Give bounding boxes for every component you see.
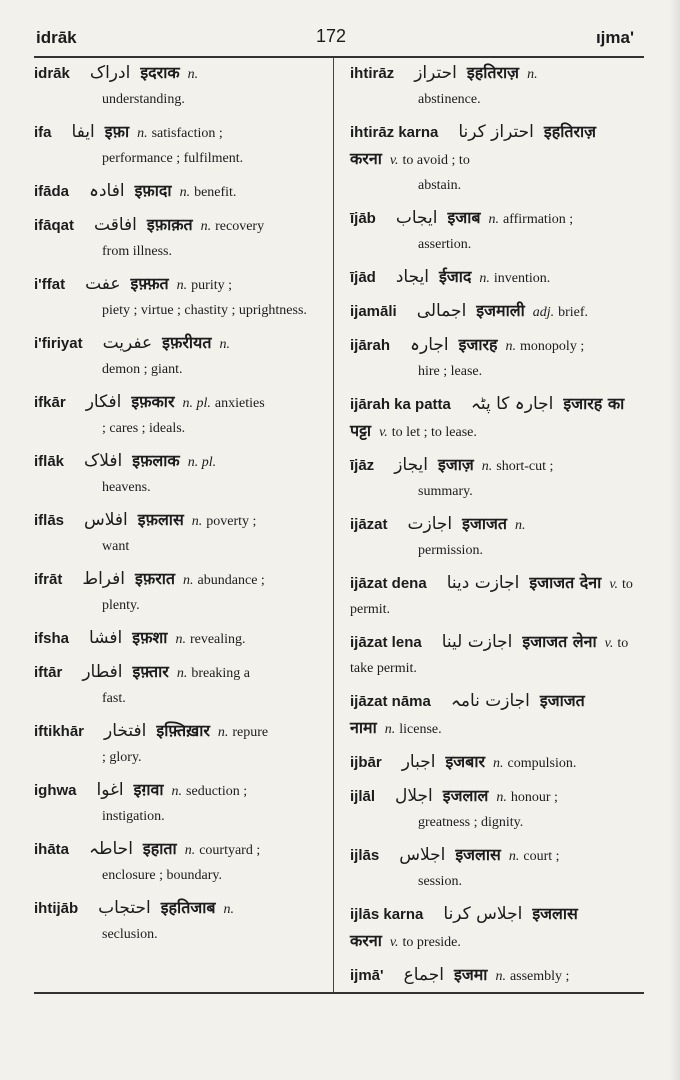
hindi-word: इजाजत नामा bbox=[350, 691, 585, 737]
hindi-word: इफ़शा bbox=[132, 628, 168, 647]
urdu-word: اجلال bbox=[395, 786, 433, 806]
definition-line-2: plenty. bbox=[102, 598, 140, 613]
headword: idrāk bbox=[34, 65, 70, 82]
urdu-word: عفت bbox=[85, 274, 121, 294]
urdu-word: ایجاز bbox=[394, 455, 429, 475]
dictionary-entry bbox=[34, 389, 322, 441]
hindi-word: इहाता bbox=[142, 839, 177, 858]
definition-line-2: from illness. bbox=[102, 244, 172, 259]
dictionary-entry bbox=[34, 895, 322, 947]
urdu-word: احتجاب bbox=[98, 898, 151, 918]
hindi-word: इफ़रीयत bbox=[162, 333, 212, 352]
part-of-speech: n. bbox=[219, 337, 230, 352]
part-of-speech: n. bbox=[505, 339, 517, 354]
part-of-speech: n. bbox=[384, 722, 396, 737]
definition-line-1: monopoly ; bbox=[520, 339, 585, 354]
hindi-word: इग़वा bbox=[133, 780, 164, 799]
urdu-word: افلاس bbox=[84, 510, 128, 530]
dictionary-entry bbox=[350, 688, 640, 742]
dictionary-entry bbox=[34, 659, 322, 711]
part-of-speech: n. bbox=[175, 632, 186, 647]
headword: ijārah ka patta bbox=[350, 396, 451, 413]
headword: iflās bbox=[34, 512, 65, 529]
headword: iflāk bbox=[34, 453, 65, 470]
dictionary-entry bbox=[350, 749, 640, 776]
definition-line-1: purity ; bbox=[191, 278, 233, 293]
urdu-word: اجلاس bbox=[399, 845, 446, 865]
dictionary-entry bbox=[34, 507, 322, 559]
part-of-speech: n. bbox=[137, 126, 148, 141]
definition-line-1: assembly ; bbox=[509, 969, 570, 984]
hindi-word: इफ़्फ़त bbox=[130, 274, 169, 293]
definition-line-1: invention. bbox=[493, 271, 551, 286]
definition-line-2: permission. bbox=[418, 543, 483, 558]
urdu-word: افشا bbox=[89, 628, 123, 648]
urdu-word: اجمالی bbox=[416, 301, 467, 321]
urdu-word: عفریت bbox=[102, 333, 153, 353]
part-of-speech: n. bbox=[176, 666, 188, 681]
urdu-word: احتراز bbox=[414, 63, 457, 83]
part-of-speech: n. pl. bbox=[182, 396, 211, 411]
definition-line-2: ; glory. bbox=[102, 750, 142, 765]
hindi-word: इहतिराज़ bbox=[466, 63, 520, 82]
urdu-word: اجارہ bbox=[410, 335, 449, 355]
urdu-word: اجازت لینا bbox=[441, 632, 513, 652]
headword: ijāzat bbox=[350, 516, 388, 533]
headword: iftār bbox=[34, 664, 63, 681]
definition-line-1: courtyard ; bbox=[199, 843, 261, 858]
urdu-word: ایجاب bbox=[395, 208, 438, 228]
hindi-word: इजलास bbox=[455, 845, 501, 864]
headword: ifāda bbox=[34, 183, 70, 200]
hindi-word: ईजाद bbox=[439, 267, 472, 286]
hindi-word: इजबार bbox=[445, 752, 486, 771]
definition-line-1: seduction ; bbox=[186, 784, 248, 799]
headword: i'firiyat bbox=[34, 335, 83, 352]
hindi-word: इफ़्तार bbox=[132, 662, 169, 681]
part-of-speech: n. bbox=[481, 459, 493, 474]
headword: ijamāli bbox=[350, 303, 397, 320]
dictionary-entry bbox=[350, 783, 640, 835]
part-of-speech: n. pl. bbox=[187, 455, 217, 470]
header-first-word: idrāk bbox=[36, 28, 77, 47]
headword: ihtirāz karna bbox=[350, 124, 439, 141]
hindi-word: इजाजत bbox=[462, 514, 508, 533]
headword: ihtijāb bbox=[34, 900, 79, 917]
hindi-word: इदराक bbox=[140, 63, 180, 82]
urdu-word: ادراک bbox=[89, 63, 131, 83]
definition-line-1: to permit. bbox=[350, 577, 633, 617]
page-edge-shadow bbox=[670, 0, 680, 1080]
part-of-speech: n. bbox=[184, 843, 196, 858]
definition-line-2: seclusion. bbox=[102, 927, 158, 942]
dictionary-entry bbox=[350, 298, 640, 325]
definition-line-1: honour ; bbox=[510, 790, 558, 805]
urdu-word: افطار bbox=[82, 662, 123, 682]
definition-line-2: greatness ; dignity. bbox=[418, 815, 524, 830]
hindi-word: इफ़रात bbox=[135, 569, 176, 588]
part-of-speech: n. bbox=[223, 902, 234, 917]
dictionary-entry bbox=[34, 718, 322, 770]
part-of-speech: n. bbox=[488, 212, 499, 227]
part-of-speech: n. bbox=[508, 849, 520, 864]
definition-line-1: license. bbox=[399, 722, 442, 737]
urdu-word: اغوا bbox=[96, 780, 124, 800]
urdu-word: احتراز کرنا bbox=[458, 122, 534, 142]
headword: ifa bbox=[34, 124, 52, 141]
definition-line-2: session. bbox=[418, 874, 462, 889]
dictionary-entry bbox=[350, 962, 640, 989]
hindi-word: इफ़ादा bbox=[134, 181, 172, 200]
definition-line-1: to preside. bbox=[402, 935, 461, 950]
part-of-speech: adj. bbox=[532, 305, 555, 320]
dictionary-entry bbox=[34, 777, 322, 829]
definition-line-1: recovery bbox=[215, 219, 265, 234]
hindi-word: इजाब bbox=[447, 208, 481, 227]
column-divider bbox=[333, 58, 334, 993]
dictionary-entry bbox=[350, 511, 640, 563]
hindi-word: इजारह bbox=[458, 335, 498, 354]
dictionary-entry bbox=[350, 332, 640, 384]
part-of-speech: n. bbox=[200, 219, 212, 234]
urdu-word: احاطہ bbox=[89, 839, 133, 859]
headword: ijārah bbox=[350, 337, 391, 354]
hindi-word: इजलास करना bbox=[350, 904, 578, 950]
definition-line-1: satisfaction ; bbox=[151, 126, 223, 141]
dictionary-entry bbox=[34, 625, 322, 652]
hindi-word: इहतिराज़ करना bbox=[350, 122, 597, 168]
definition-line-1: abundance ; bbox=[197, 573, 265, 588]
dictionary-entry bbox=[34, 271, 322, 323]
definition-line-1: benefit. bbox=[194, 185, 237, 200]
dictionary-entry bbox=[350, 264, 640, 291]
hindi-word: इजमा bbox=[453, 965, 488, 984]
urdu-word: اجماع bbox=[403, 965, 444, 985]
urdu-word: اجارہ کا پٹہ bbox=[470, 394, 554, 414]
dictionary-entry bbox=[350, 60, 640, 112]
definition-line-1: to take permit. bbox=[350, 636, 629, 676]
definition-line-2: heavens. bbox=[102, 480, 151, 495]
urdu-word: افراط bbox=[82, 569, 126, 589]
dictionary-entry bbox=[350, 570, 640, 622]
dictionary-entry bbox=[350, 391, 640, 445]
headword: ihtirāz bbox=[350, 65, 395, 82]
definition-line-2: ; cares ; ideals. bbox=[102, 421, 186, 436]
page-header bbox=[36, 26, 634, 54]
definition-line-1: compulsion. bbox=[507, 756, 577, 771]
headword: ijbār bbox=[350, 754, 382, 771]
definition-line-2: abstinence. bbox=[418, 92, 481, 107]
headword: ijlās karna bbox=[350, 906, 424, 923]
headword: ijlās bbox=[350, 847, 380, 864]
definition-line-1: to avoid ; to bbox=[402, 153, 470, 168]
part-of-speech: n. bbox=[191, 514, 203, 529]
part-of-speech: n. bbox=[496, 790, 507, 805]
definition-line-1: anxieties bbox=[214, 396, 265, 411]
dictionary-entry bbox=[350, 842, 640, 894]
headword: ifsha bbox=[34, 630, 70, 647]
dictionary-entry bbox=[350, 629, 640, 681]
headword: ihāta bbox=[34, 841, 70, 858]
dictionary-entry bbox=[350, 452, 640, 504]
dictionary-entry bbox=[34, 330, 322, 382]
urdu-word: افادہ bbox=[89, 181, 125, 201]
part-of-speech: n. bbox=[495, 969, 506, 984]
right-column bbox=[350, 60, 640, 996]
definition-line-2: demon ; giant. bbox=[102, 362, 183, 377]
dictionary-entry bbox=[350, 205, 640, 257]
urdu-word: ایجاد bbox=[395, 267, 430, 287]
part-of-speech: n. bbox=[171, 784, 183, 799]
part-of-speech: v. bbox=[389, 935, 399, 950]
hindi-word: इफ़लास bbox=[137, 510, 184, 529]
footer-rule bbox=[34, 992, 644, 994]
definition-line-1: court ; bbox=[523, 849, 560, 864]
headword: iftikhār bbox=[34, 723, 85, 740]
page-number: 172 bbox=[316, 26, 347, 46]
definition-line-1: affirmation ; bbox=[502, 212, 574, 227]
definition-line-2: understanding. bbox=[102, 92, 185, 107]
part-of-speech: n. bbox=[183, 573, 194, 588]
hindi-word: इफ़कार bbox=[131, 392, 175, 411]
hindi-word: इजाज़ bbox=[438, 455, 474, 474]
urdu-word: افاقت bbox=[94, 215, 137, 235]
definition-line-2: enclosure ; boundary. bbox=[102, 868, 222, 883]
hindi-word: इहतिजाब bbox=[160, 898, 216, 917]
dictionary-entry bbox=[34, 178, 322, 205]
definition-line-2: want bbox=[102, 539, 130, 554]
definition-line-2: fast. bbox=[102, 691, 126, 706]
hindi-word: इफ़ाक़त bbox=[146, 215, 193, 234]
hindi-word: इफ़ा bbox=[104, 122, 130, 141]
urdu-word: اجازت دینا bbox=[446, 573, 520, 593]
left-column bbox=[34, 60, 322, 954]
urdu-word: اجازت نامہ bbox=[450, 691, 530, 711]
definition-line-1: revealing. bbox=[189, 632, 246, 647]
definition-line-2: instigation. bbox=[102, 809, 165, 824]
urdu-word: افلاک bbox=[84, 451, 123, 471]
headword: ighwa bbox=[34, 782, 77, 799]
part-of-speech: v. bbox=[609, 577, 618, 592]
dictionary-entry bbox=[34, 60, 322, 112]
urdu-word: اجلاس کرنا bbox=[443, 904, 523, 924]
part-of-speech: v. bbox=[389, 153, 399, 168]
definition-line-1: breaking a bbox=[191, 666, 251, 681]
headword: ijmā' bbox=[350, 967, 384, 984]
definition-line-1: repure bbox=[232, 725, 269, 740]
part-of-speech: n. bbox=[179, 185, 191, 200]
headword: ifkār bbox=[34, 394, 66, 411]
headword: ifāqat bbox=[34, 217, 75, 234]
urdu-word: ایفا bbox=[71, 122, 95, 142]
headword: ijāzat lena bbox=[350, 634, 422, 651]
part-of-speech: n. bbox=[515, 518, 526, 533]
header-rule bbox=[34, 56, 644, 58]
headword: ijāzat nāma bbox=[350, 693, 431, 710]
headword: ijlāl bbox=[350, 788, 376, 805]
definition-line-1: short-cut ; bbox=[496, 459, 554, 474]
urdu-word: اجبار bbox=[401, 752, 436, 772]
definition-line-2: performance ; fulfilment. bbox=[102, 151, 244, 166]
part-of-speech: v. bbox=[604, 636, 614, 651]
headword: ijāzat dena bbox=[350, 575, 427, 592]
urdu-word: اجازت bbox=[407, 514, 453, 534]
part-of-speech: n. bbox=[527, 67, 538, 82]
headword: i'ffat bbox=[34, 276, 66, 293]
dictionary-entry bbox=[34, 836, 322, 888]
headword: ījāb bbox=[350, 210, 376, 227]
hindi-word: इजाजत देना bbox=[529, 573, 602, 592]
hindi-word: इजलाल bbox=[442, 786, 489, 805]
dictionary-entry bbox=[34, 566, 322, 618]
hindi-word: इफ़्तिख़ार bbox=[156, 721, 210, 740]
part-of-speech: v. bbox=[379, 425, 388, 440]
headword: ījād bbox=[350, 269, 376, 286]
definition-line-1: brief. bbox=[558, 305, 589, 320]
definition-line-1: poverty ; bbox=[206, 514, 257, 529]
definition-line-2: abstain. bbox=[418, 178, 462, 193]
dictionary-entry bbox=[350, 119, 640, 198]
part-of-speech: n. bbox=[187, 67, 199, 82]
part-of-speech: n. bbox=[217, 725, 229, 740]
hindi-word: इफ़लाक bbox=[132, 451, 180, 470]
headword: ifrāt bbox=[34, 571, 63, 588]
urdu-word: افکار bbox=[85, 392, 122, 412]
dictionary-entry bbox=[34, 448, 322, 500]
part-of-speech: n. bbox=[493, 756, 504, 771]
hindi-word: इजारह का पट्टा bbox=[350, 394, 625, 440]
urdu-word: افتخار bbox=[104, 721, 147, 741]
part-of-speech: n. bbox=[479, 271, 490, 286]
part-of-speech: n. bbox=[176, 278, 188, 293]
dictionary-entry bbox=[34, 119, 322, 171]
definition-line-2: assertion. bbox=[418, 237, 472, 252]
hindi-word: इजाजत लेना bbox=[522, 632, 597, 651]
definition-line-2: piety ; virtue ; chastity ; uprightness. bbox=[102, 303, 307, 318]
definition-line-2: hire ; lease. bbox=[418, 364, 483, 379]
dictionary-entry bbox=[34, 212, 322, 264]
header-last-word: ıjma' bbox=[595, 28, 634, 47]
headword: ījāz bbox=[350, 457, 375, 474]
dictionary-entry bbox=[350, 901, 640, 955]
hindi-word: इजमाली bbox=[476, 301, 525, 320]
definition-line-2: summary. bbox=[418, 484, 473, 499]
definition-line-1: to let ; to lease. bbox=[391, 425, 477, 440]
